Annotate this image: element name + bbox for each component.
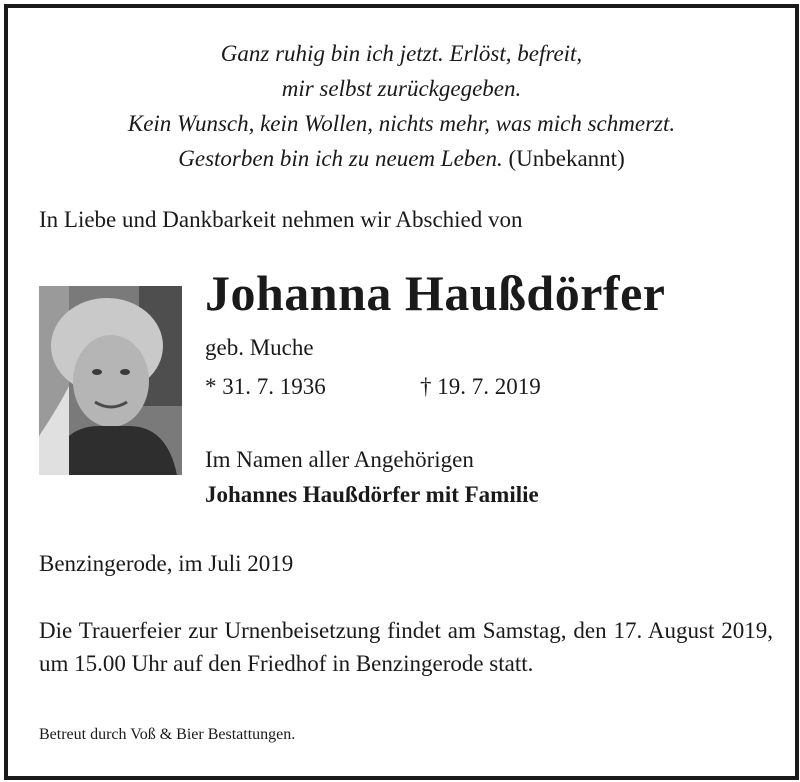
signature-label: Im Namen aller Angehörigen — [205, 447, 474, 472]
birth-date: * 31. 7. 1936 — [205, 374, 326, 399]
poem-last-line — [8, 141, 795, 176]
poem-line: Gestorben bin ich zu neuem Leben. — [178, 146, 503, 171]
portrait-image — [39, 286, 182, 475]
poem-line: Ganz ruhig bin ich jetzt. Erlöst, befreit, — [220, 41, 583, 66]
death-date: † 19. 7. 2019 — [420, 374, 541, 399]
poem-line: Kein Wunsch, kein Wollen, nichts mehr, was mich schmerzt. — [127, 111, 676, 136]
poem-author: (Unbekannt) — [508, 146, 625, 171]
portrait-photo — [39, 286, 182, 475]
intro-text: In Liebe und Dankbarkeit nehmen wir Abschied von — [39, 207, 523, 232]
ceremony-info: Die Trauerfeier zur Urnenbeisetzung findet am Samstag, den 17. August 2019, um 15.00 Uhr auf den Friedhof in Benzingerode statt. — [39, 618, 773, 676]
poem — [8, 36, 795, 176]
deceased-name: Johanna Haußdörfer — [205, 265, 666, 321]
maiden-name: geb. Muche — [205, 335, 314, 360]
signature-name: Johannes Haußdörfer mit Familie — [205, 482, 539, 507]
poem-line: mir selbst zurückgegeben. — [281, 76, 522, 101]
funeral-home-credit: Betreut durch Voß & Bier Bestattungen. — [39, 726, 296, 743]
place-date: Benzingerode, im Juli 2019 — [39, 551, 294, 576]
obituary-frame — [4, 4, 799, 780]
